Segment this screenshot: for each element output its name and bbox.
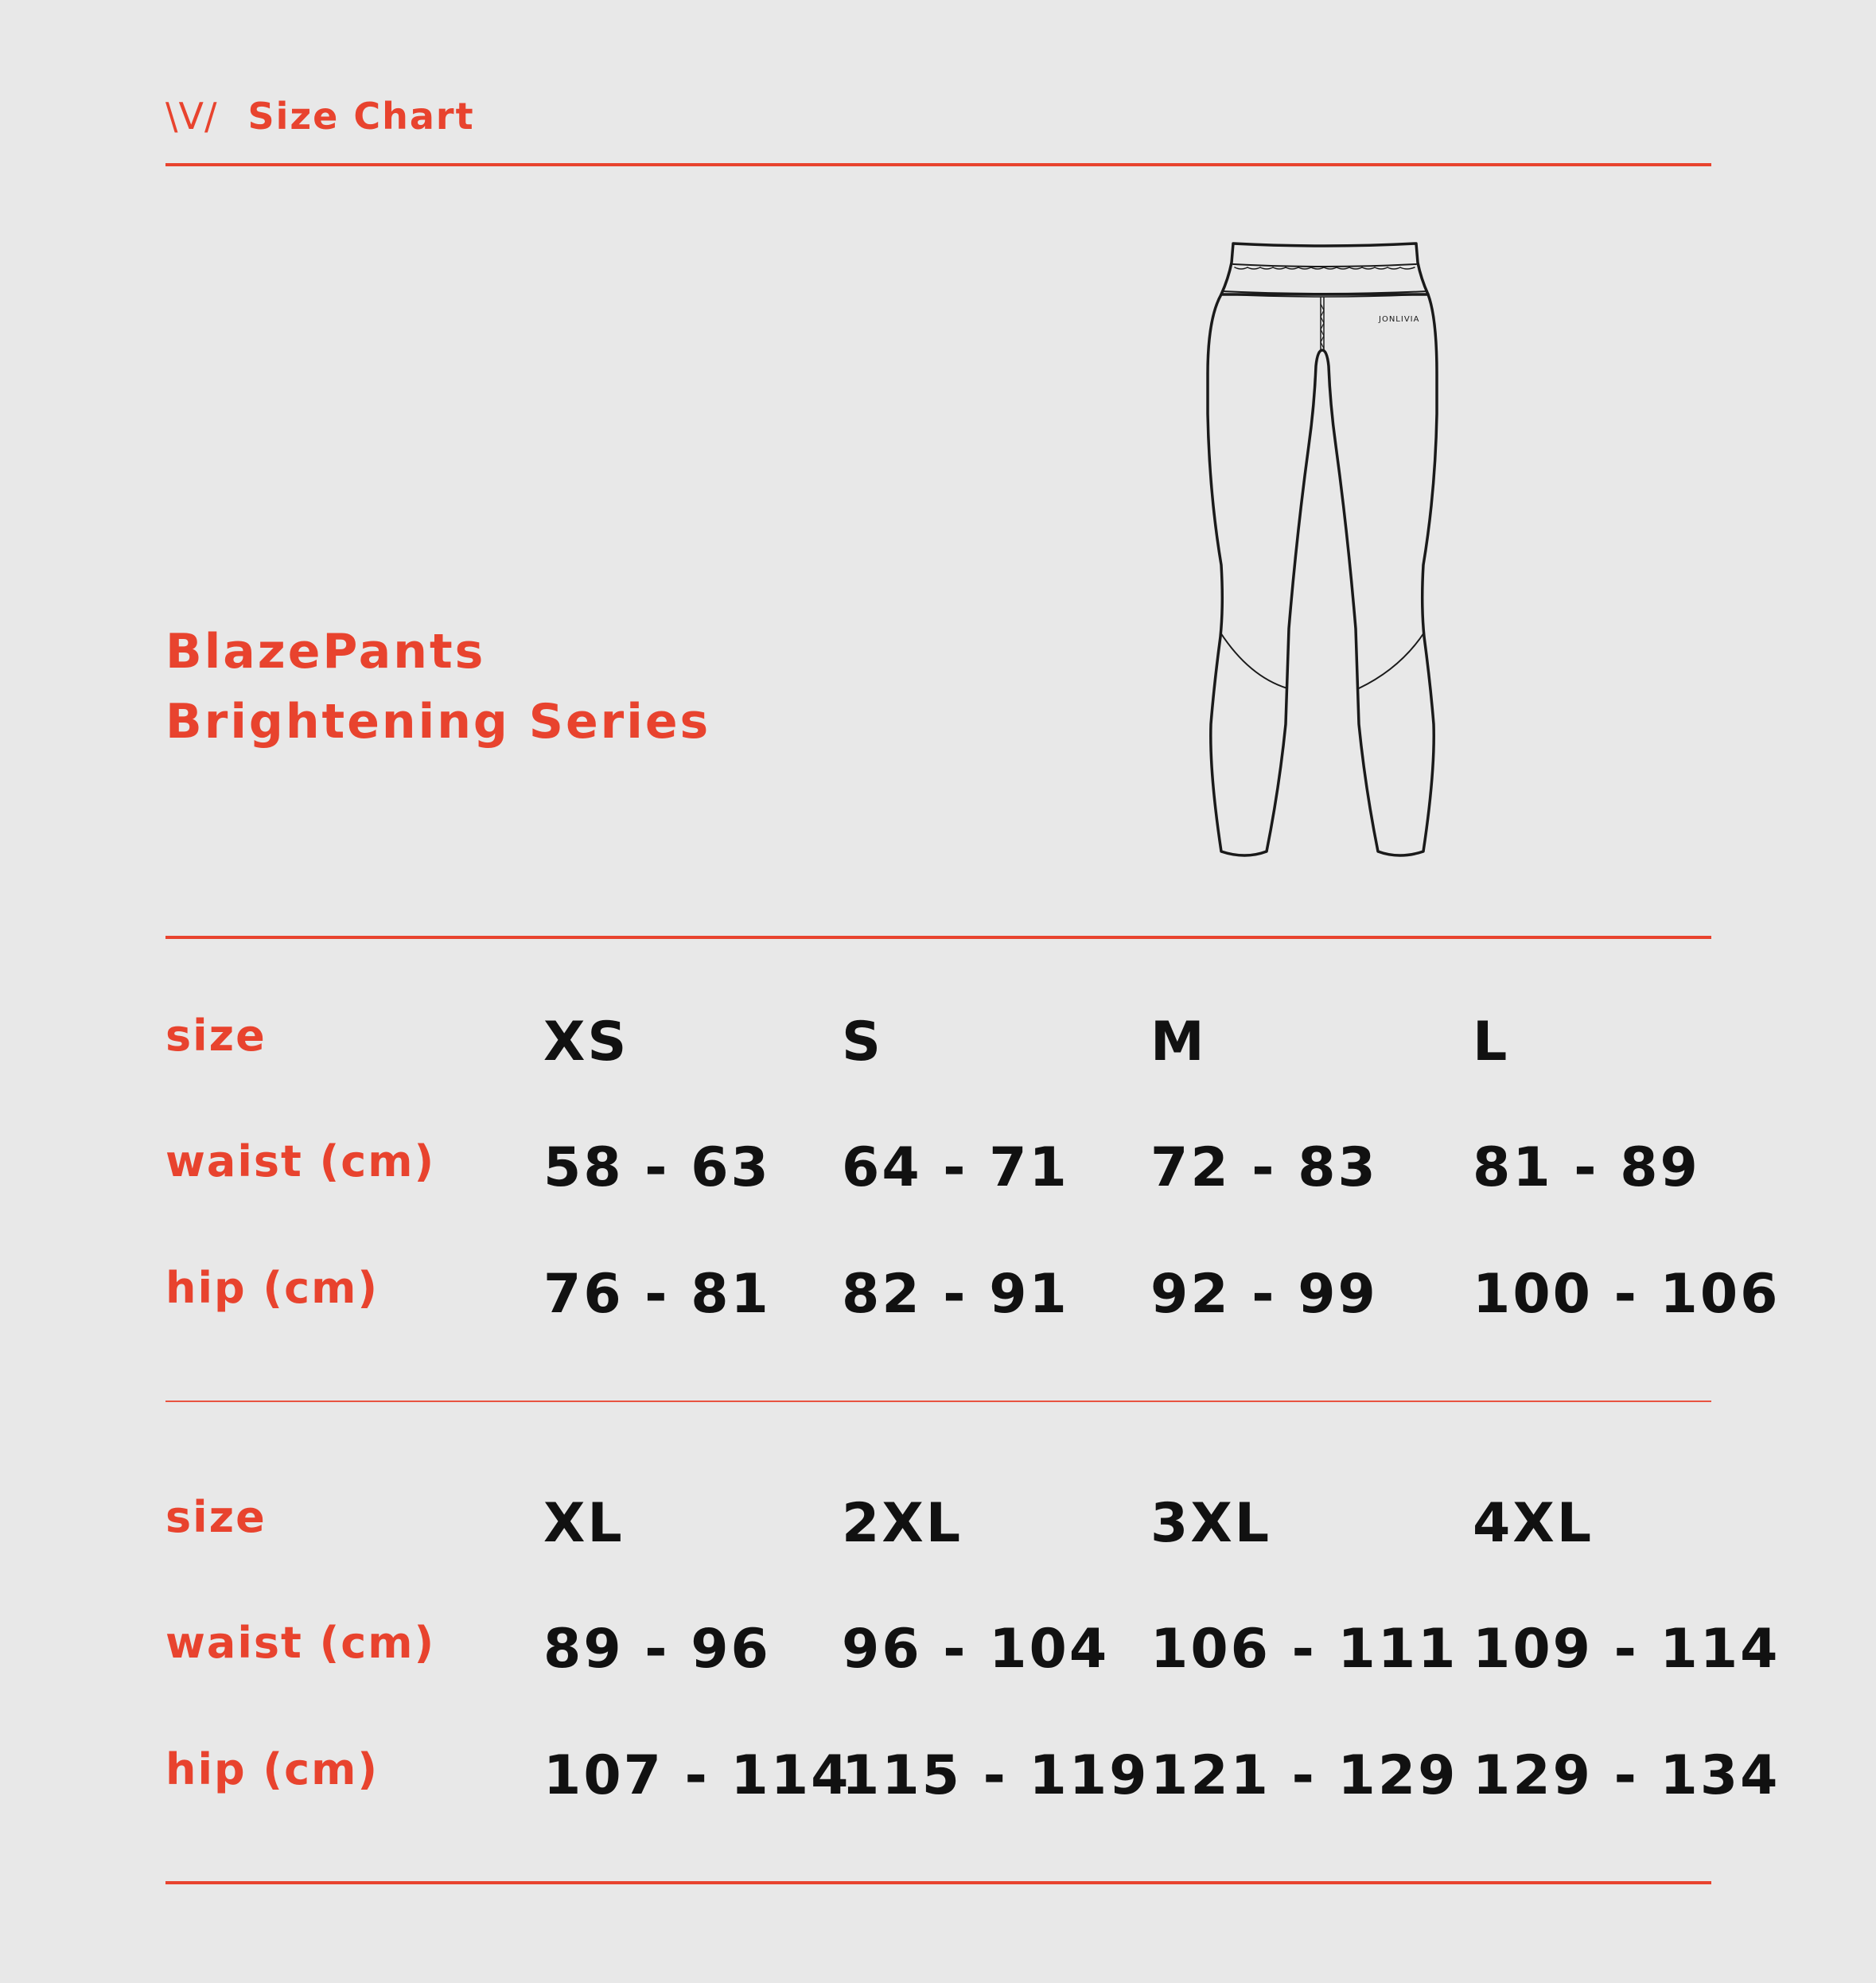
hip-label: hip (cm) <box>165 1744 379 1794</box>
product-name-line-1: BlazePants <box>165 624 486 680</box>
waist-value: 106 - 111 <box>1150 1618 1458 1681</box>
waist-value: 64 - 71 <box>842 1136 1069 1199</box>
waist-value: 109 - 114 <box>1473 1618 1781 1681</box>
hip-value: 82 - 91 <box>842 1263 1069 1326</box>
section-divider-bottom <box>165 1881 1711 1884</box>
waist-value: 81 - 89 <box>1473 1136 1700 1199</box>
product-name-line-2: Brightening Series <box>165 694 711 750</box>
hip-label: hip (cm) <box>165 1263 379 1313</box>
size-value: XL <box>543 1492 625 1555</box>
waist-value: 96 - 104 <box>842 1618 1110 1681</box>
waist-value: 72 - 83 <box>1150 1136 1378 1199</box>
hip-value: 76 - 81 <box>543 1263 771 1326</box>
waist-label: waist (cm) <box>165 1618 436 1668</box>
size-value: XS <box>543 1011 629 1073</box>
size-value: 2XL <box>842 1492 963 1555</box>
hip-value: 100 - 106 <box>1473 1263 1781 1326</box>
header <box>165 94 475 138</box>
header-divider <box>165 163 1711 166</box>
section-divider-top <box>165 936 1711 939</box>
size-value: S <box>842 1011 883 1073</box>
waist-value: 58 - 63 <box>543 1136 771 1199</box>
size-value: 4XL <box>1473 1492 1594 1555</box>
size-value: L <box>1473 1011 1510 1073</box>
size-label: size <box>165 1011 267 1061</box>
page-title: Size Chart <box>247 95 475 138</box>
size-row <box>165 1011 1757 1074</box>
hip-row <box>165 1263 1781 1327</box>
waist-row <box>165 1136 1757 1200</box>
waist-label: waist (cm) <box>165 1136 436 1186</box>
product-name <box>165 617 710 757</box>
section-divider-middle <box>165 1401 1711 1402</box>
size-value: M <box>1150 1011 1207 1073</box>
size-label: size <box>165 1492 267 1542</box>
brand-logo: \V/ <box>165 95 218 138</box>
size-row <box>165 1492 1757 1556</box>
size-value: 3XL <box>1150 1492 1272 1555</box>
hip-value: 129 - 134 <box>1473 1744 1781 1807</box>
hip-value: 121 - 129 <box>1150 1744 1458 1807</box>
brand-tag: JONLIVIA <box>1379 315 1420 324</box>
waist-value: 89 - 96 <box>543 1618 771 1681</box>
hip-value: 92 - 99 <box>1150 1263 1378 1326</box>
hip-value: 107 - 114 <box>543 1744 851 1807</box>
hip-row <box>165 1744 1781 1808</box>
hip-value: 115 - 119 <box>842 1744 1150 1807</box>
waist-row <box>165 1618 1781 1681</box>
leggings-illustration <box>1185 231 1464 867</box>
